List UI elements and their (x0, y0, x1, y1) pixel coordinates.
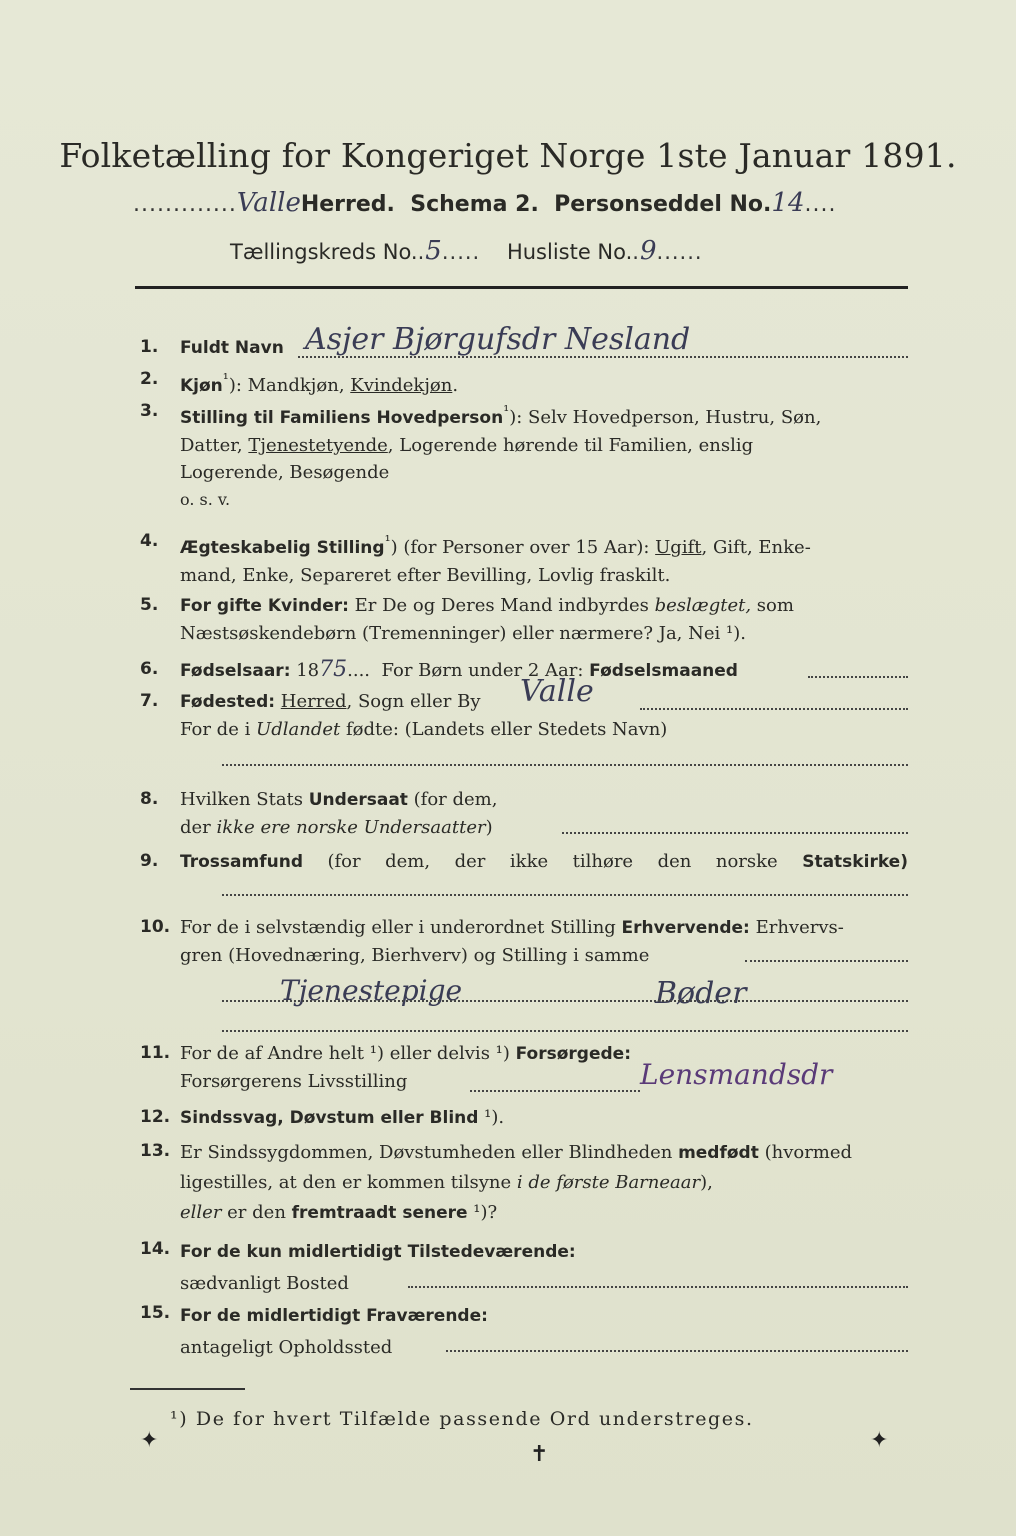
registration-mark-left: ✦ (140, 1428, 159, 1453)
q1-label: Fuldt Navn (180, 338, 284, 358)
q4-text-2: , Gift, Enke- (701, 537, 811, 558)
q15-label: For de midlertidigt Fraværende: (180, 1306, 488, 1326)
question-number: 4. (140, 531, 159, 551)
q7-text: , Sogn eller By (346, 691, 481, 712)
q10-answer-line-2 (222, 1000, 908, 1002)
question-number: 2. (140, 369, 159, 389)
q3-text-2a: Datter, (180, 435, 249, 456)
q4-text-1: ) (for Personer over 15 Aar): (390, 537, 656, 558)
question-number: 11. (140, 1043, 171, 1063)
q15-text-2: antageligt Opholdssted (180, 1337, 393, 1358)
question-number: 1. (140, 337, 159, 357)
registration-mark-center: ✝ (530, 1442, 549, 1467)
q13-text-3b: ¹)? (467, 1202, 498, 1223)
q7-text-2a: For de i (180, 719, 257, 740)
q5-italic: beslægtet, (654, 595, 752, 616)
q13-text-3a: er den (221, 1202, 292, 1223)
q7-text-2b: fødte: (Landets eller Stedets Navn) (340, 719, 668, 740)
q14-text-2: sædvanligt Bosted (180, 1273, 349, 1294)
q10-answer-line-1 (745, 960, 908, 962)
kreds-handwritten: 5 (425, 236, 442, 266)
question-number: 15. (140, 1303, 171, 1323)
q13-text-2a: ligestilles, at den er kommen tilsyne (180, 1172, 517, 1193)
q4-text-3: mand, Enke, Separeret efter Bevilling, Lovlig fraskilt. (180, 565, 671, 586)
q15-answer-line (446, 1350, 908, 1352)
q13-italic-2: eller (180, 1202, 222, 1223)
question-number: 6. (140, 659, 159, 679)
footnote-divider (130, 1388, 245, 1390)
q8-text-1b: (for dem, (407, 789, 498, 810)
header-line-2: Tællingskreds No..5..... Husliste No..9...... (230, 236, 703, 266)
question-number: 3. (140, 401, 159, 421)
question-number: 8. (140, 789, 159, 809)
question-number: 9. (140, 851, 159, 871)
q3-sup: ¹ (503, 402, 510, 420)
q6-label: Fødselsaar: (180, 661, 291, 681)
q14-label: For de kun midlertidigt Tilstedeværende: (180, 1242, 576, 1262)
q3-text-1: ): Selv Hovedperson, Hustru, Søn, (509, 407, 822, 428)
q11-answer-line (470, 1090, 640, 1092)
q5-text-1: Er De og Deres Mand indbyrdes (348, 595, 655, 616)
q9-label: Trossamfund (180, 852, 303, 872)
q8-label: Undersaat (308, 790, 408, 810)
q11-handwritten-provider: Lensmandsdr (640, 1058, 833, 1091)
q6-handwritten-year: 75 (319, 657, 348, 682)
q4-sup: ¹ (384, 532, 391, 550)
schema-label: Schema 2. (410, 192, 539, 217)
husliste-label: Husliste No. (506, 240, 633, 264)
q5-text-3: Næstsøskendebørn (Tremenninger) eller nærmere? Ja, Nei ¹). (180, 623, 746, 644)
q12-label: Sindssvag, Døvstum eller Blind (180, 1108, 479, 1128)
q2-text: ): Mandkjøn, (228, 375, 351, 396)
registration-mark-right: ✦ (870, 1428, 889, 1453)
question-number: 7. (140, 691, 159, 711)
q3-text-3: Logerende, Besøgende (180, 462, 390, 483)
form-title: Folketælling for Kongeriget Norge 1ste Januar 1891. (59, 136, 957, 175)
question-number: 13. (140, 1141, 171, 1161)
q6-answer-line (808, 676, 908, 678)
question-number: 12. (140, 1107, 171, 1127)
q10-handwritten-place: Bøder (655, 976, 747, 1011)
q13-text-1: Er Sindssygdommen, Døvstumheden eller Blindheden (180, 1142, 679, 1163)
question-number: 5. (140, 595, 159, 615)
q13-text-2b: ), (700, 1172, 713, 1193)
q7-label: Fødested: (180, 692, 276, 712)
q2-label: Kjøn (180, 376, 223, 396)
kreds-label: Tællingskreds No. (230, 240, 418, 264)
q4-underlined-option: Ugift (655, 537, 702, 558)
q5-text-2: som (751, 595, 794, 616)
q3-label: Stilling til Familiens Hovedperson (180, 408, 504, 428)
q11-label: Forsørgede: (515, 1044, 631, 1064)
husliste-handwritten: 9 (639, 236, 657, 266)
header-line-1: .............ValleHerred. Schema 2. Personseddel No.14.... (133, 188, 837, 218)
q9-answer-line (222, 894, 908, 896)
footnote: ¹) De for hvert Tilfælde passende Ord understreges. (170, 1408, 754, 1430)
q13-label-2: fremtraadt senere (291, 1203, 468, 1223)
personseddel-label: Personseddel No. (554, 192, 772, 217)
header-divider (135, 286, 908, 289)
q10-label: Erhvervende: (621, 918, 750, 938)
q9-text: (for dem, der ikke tilhøre den norske (302, 851, 778, 872)
q6-text: For Børn under 2 Aar: (381, 660, 584, 681)
q6-label-2: Fødselsmaaned (589, 661, 738, 681)
q11-text-1: For de af Andre helt ¹) eller delvis ¹) (180, 1043, 516, 1064)
q8-answer-line (562, 832, 908, 834)
census-form: Folketælling for Kongeriget Norge 1ste Januar 1891. .............ValleHerred. Schema 2. Personseddel No.14.... Tællingskreds No..5..... Husliste No..9...... 1. Fuldt Navn Asjer Bjørgufsdr Nesland 2. Kjøn$^{^1}$): Mandkjøn, Kvindekjøn. 3. Stilling til Familiens Hovedperson$^{^1}$): Selv Hovedperson, Hustru, Søn, Datter, Tjenestetyende, Logerende hørende til Familien, enslig Logerende, Besøgende o. s. v. 4. Ægteskabelig Stilling$^{^1}$) (for Personer over 15 Aar): Ugift, Gift, Enke- mand, Enke, Separeret efter Bevilling, Lovlig fraskilt. 5. For gifte Kvinder: Er De og Deres Mand indbyrdes beslægtet, som Næstsøskendebørn (Tremenninger) eller nærmere? Ja, Nei ¹). 6. Fødselsaar: 1875.... For Børn under 2 Aar: Fødselsmaaned 7. Fødested: Herred, Sogn eller By For de i Udlandet fødte: (Landets eller Stedets Navn) Valle 8. Hvilken Stats Undersaat (for dem, der ikke ere norske Undersaatter) 9. Trossamfund (for dem, der ikke tilhøre den norske Statskirke) 10. For de i selvstændig eller i underordnet Stilling Erhvervende: Erhvervs- gren (Hovednæring, Bierhverv) og Stilling i samme Tjenestepige Bøder 11. For de af Andre helt ¹) eller delvis ¹) Forsørgede: Forsørgerens Livsstilling Lensmandsdr 12. Sindssvag, Døvstum eller Blind ¹). 13. Er Sindssygdommen, Døvstumheden eller Blindheden medfødt (hvormed ligestilles, at den er kommen tilsyne i de første Barneaar), eller er den fremtraadt senere ¹)? 14. For de kun midlertidigt Tilstedeværende: sædvanligt Bosted 15. For de midlertidigt Fraværende: antageligt Opholdssted ¹) De for hvert Tilfælde passende Ord understreges. ✦ ✝ ✦ (0, 0, 1016, 1536)
q2-sup: ¹ (222, 370, 229, 388)
q10-handwritten-occupation: Tjenestepige (280, 974, 463, 1007)
q13-italic: i de første Barneaar (516, 1172, 701, 1193)
q13-label: medfødt (678, 1143, 759, 1163)
q3-underlined-option: Tjenestetyende (248, 435, 388, 456)
question-number: 14. (140, 1239, 171, 1259)
q3-text-4: o. s. v. (180, 490, 231, 509)
herred-handwritten: Valle (236, 188, 301, 218)
personseddel-handwritten: 14 (771, 188, 805, 218)
q10-text-1b: Erhvervs- (749, 917, 844, 938)
q2-end: . (452, 375, 459, 396)
q10-text-1: For de i selvstændig eller i underordnet Stilling (180, 917, 622, 938)
q2-underlined-option: Kvindekjøn (350, 375, 453, 396)
q8-text-2a: der (180, 817, 217, 838)
q8-text-1a: Hvilken Stats (180, 789, 309, 810)
q7-answer-line-2 (222, 764, 908, 766)
q8-italic: ikke ere norske Undersaatter (216, 817, 486, 838)
herred-label: Herred. (300, 192, 395, 217)
q13-text-1b: (hvormed (758, 1142, 853, 1163)
q14-answer-line (408, 1286, 908, 1288)
q10-text-2: gren (Hovednæring, Bierhverv) og Stilling i samme (180, 945, 650, 966)
q3-text-2b: , Logerende hørende til Familien, enslig (387, 435, 754, 456)
q11-text-2: Forsørgerens Livsstilling (180, 1071, 408, 1092)
q8-text-2b: ) (485, 817, 493, 838)
q5-label: For gifte Kvinder: (180, 596, 349, 616)
q7-underlined-option: Herred (280, 691, 347, 712)
q7-answer-line (640, 708, 908, 710)
q6-year-prefix: 18 (296, 660, 320, 681)
q7-italic: Udlandet (256, 719, 341, 740)
q7-handwritten-place: Valle (520, 674, 594, 709)
q12-end: ¹). (478, 1107, 505, 1128)
q1-handwritten-name: Asjer Bjørgufsdr Nesland (305, 322, 691, 357)
question-number: 10. (140, 917, 171, 937)
q10-answer-line-3 (222, 1030, 908, 1032)
q9-label-2: Statskirke) (802, 852, 908, 872)
q4-label: Ægteskabelig Stilling (180, 538, 385, 558)
